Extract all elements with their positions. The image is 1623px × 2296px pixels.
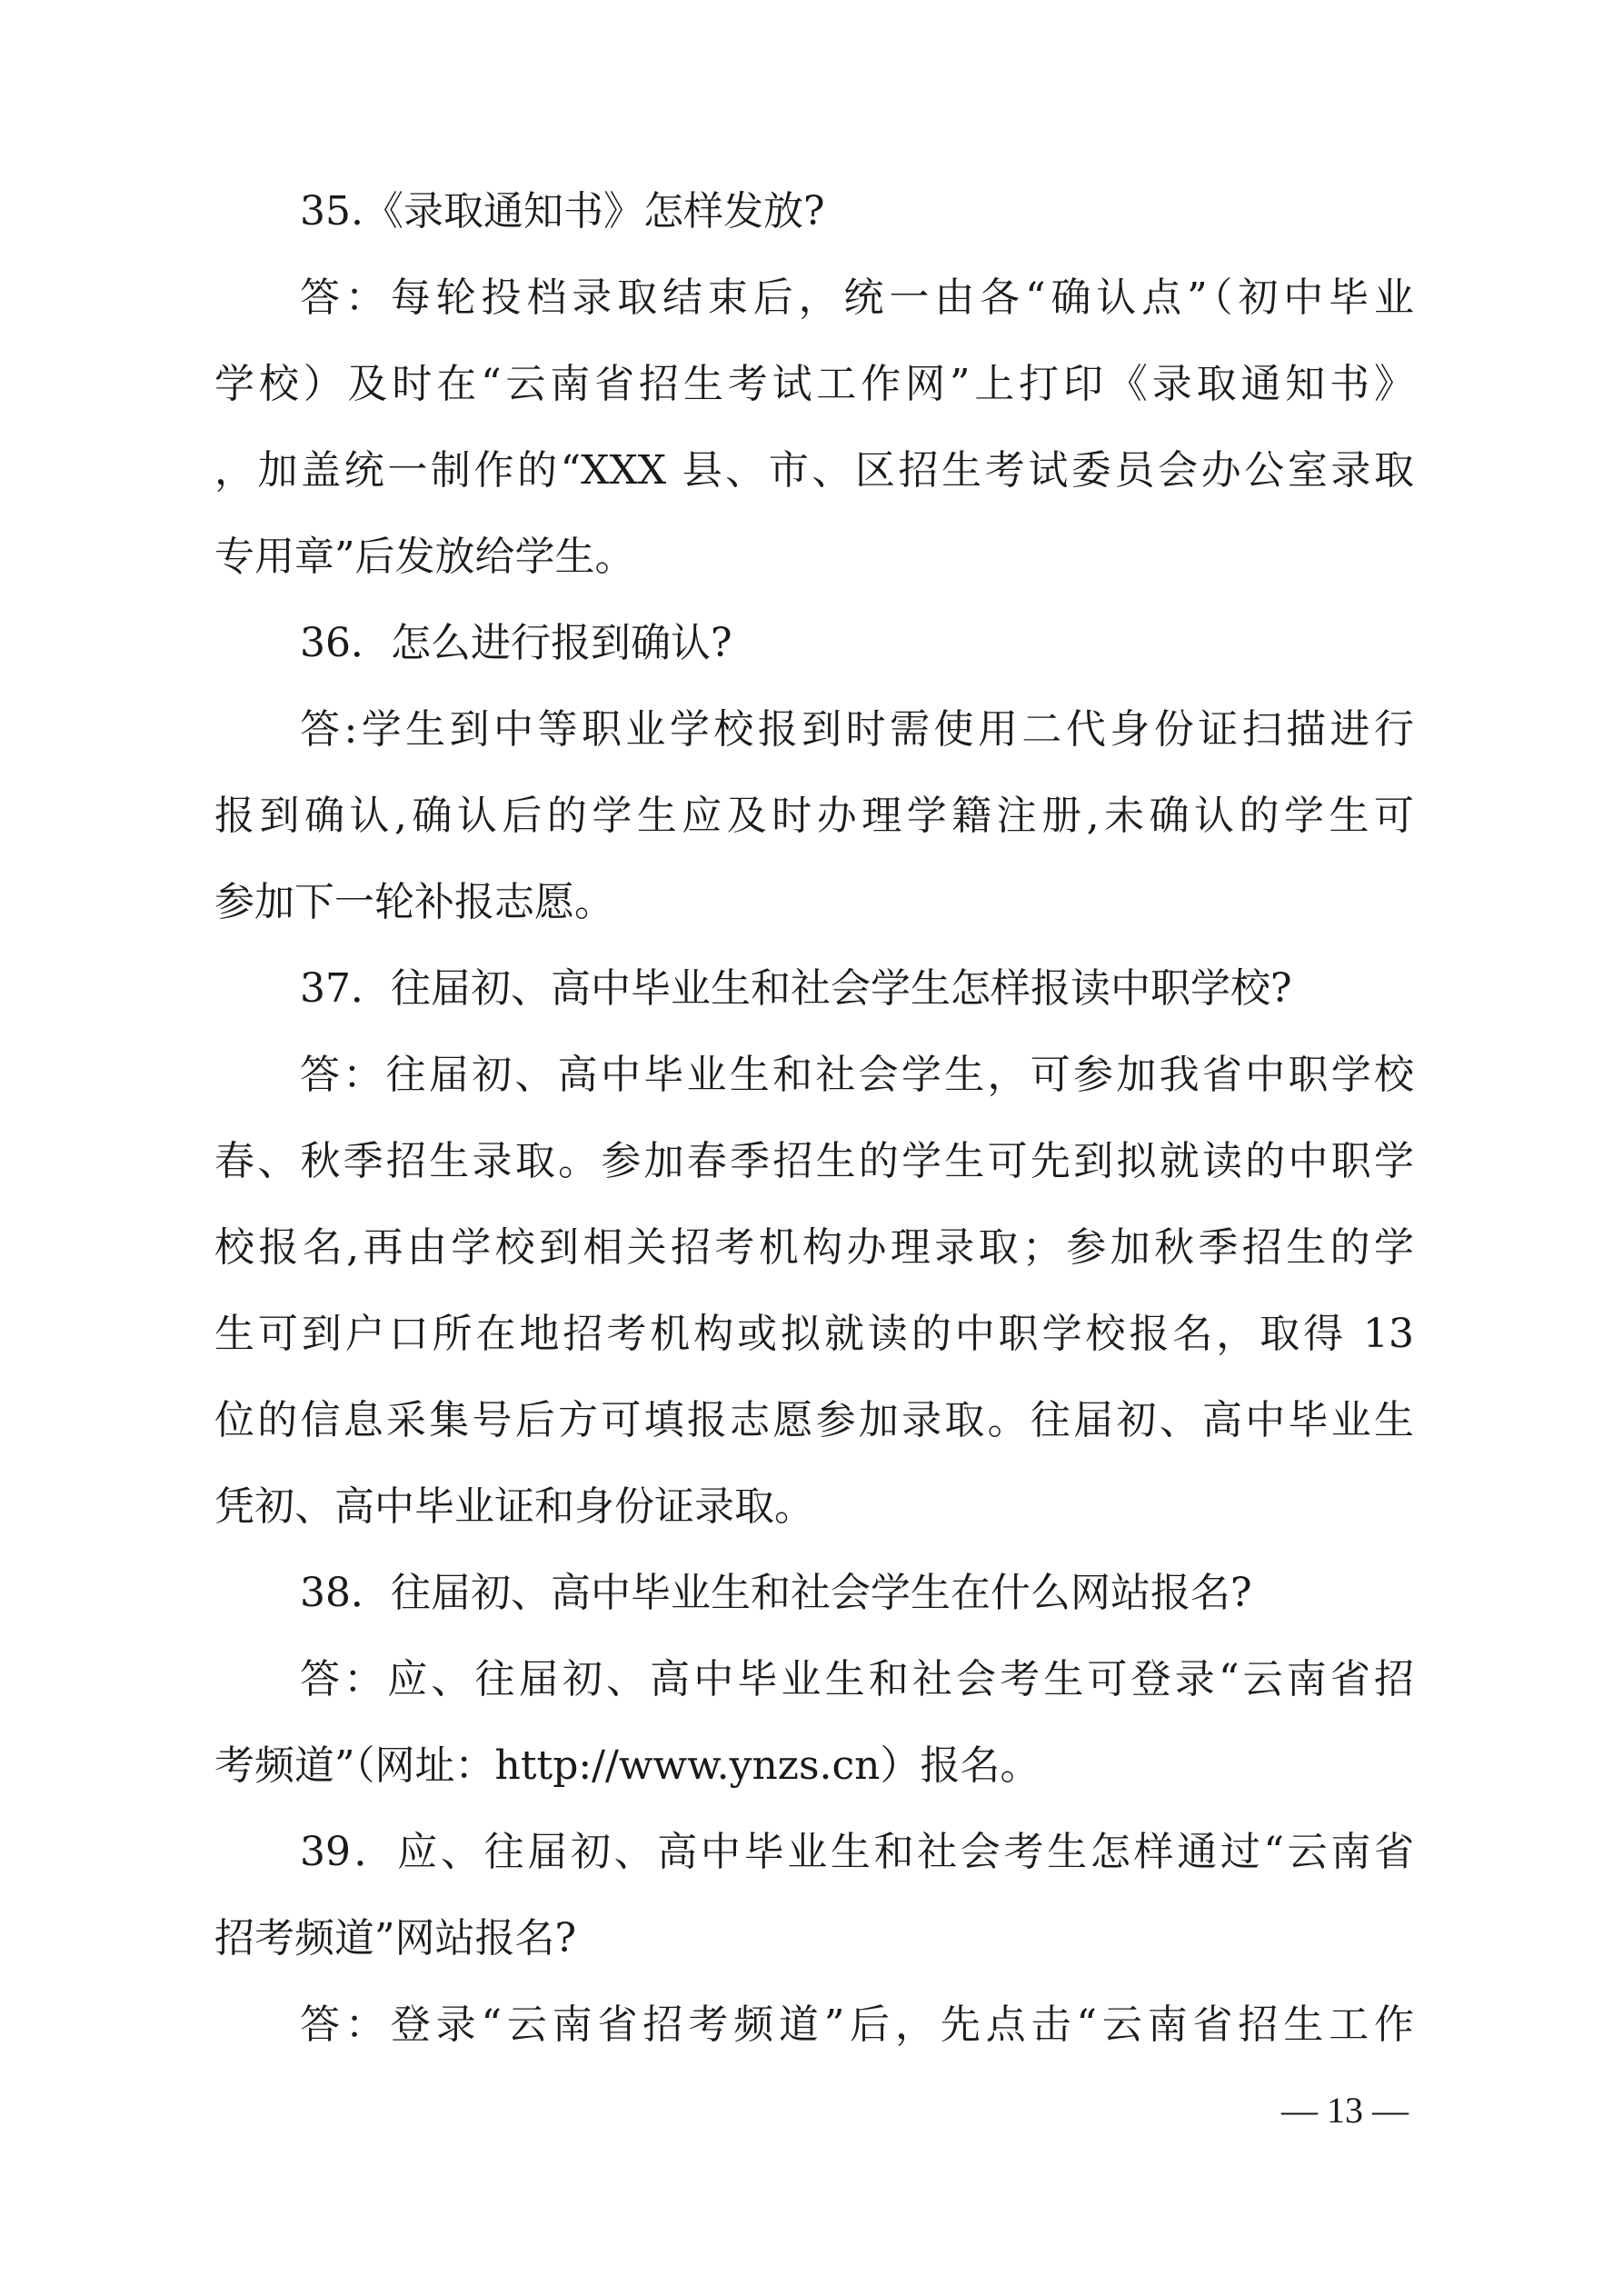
answer-36-line-2: 报到确认,确认后的学生应及时办理学籍注册,未确认的学生可: [214, 793, 1414, 839]
question-35-heading: 35.《录取通知书》怎样发放?: [300, 188, 825, 235]
answer-38-line-1: 答：应、往届初、高中毕业生和社会考生可登录“云南省招: [300, 1656, 1414, 1702]
answer-35-line-4: 专用章”后发放给学生。: [214, 534, 635, 580]
question-37-heading: 37．往届初、高中毕业生和社会学生怎样报读中职学校?: [300, 965, 1292, 1012]
answer-38-line-2: 考频道”（网址：http://www.ynzs.cn）报名。: [214, 1742, 1041, 1789]
question-38-heading: 38．往届初、高中毕业生和社会学生在什么网站报名?: [300, 1570, 1252, 1616]
answer-37-line-3: 校报名,再由学校到相关招考机构办理录取；参加秋季招生的学: [214, 1224, 1414, 1271]
answer-35-line-3: ，加盖统一制作的“XXX 县、市、区招生考试委员会办公室录取: [214, 447, 1414, 494]
answer-35-line-1: 答：每轮投档录取结束后，统一由各“确认点”（初中毕业: [300, 275, 1414, 321]
answer-36-line-3: 参加下一轮补报志愿。: [214, 879, 614, 925]
page-number: — 13 —: [1281, 2090, 1409, 2131]
answer-39-line-1: 答：登录“云南省招考频道”后，先点击“云南省招生工作: [300, 2002, 1414, 2048]
question-39-heading-line-2: 招考频道”网站报名?: [214, 1915, 577, 1962]
answer-37-line-2: 春、秋季招生录取。参加春季招生的学生可先到拟就读的中职学: [214, 1138, 1414, 1184]
answer-37-line-1: 答：往届初、高中毕业生和社会学生，可参加我省中职学校: [300, 1052, 1414, 1098]
answer-37-line-5: 位的信息采集号后方可填报志愿参加录取。往届初、高中毕业生: [214, 1397, 1414, 1443]
answer-35-line-2: 学校）及时在“云南省招生考试工作网”上打印《录取通知书》: [214, 361, 1414, 407]
answer-36-line-1: 答:学生到中等职业学校报到时需使用二代身份证扫描进行: [300, 706, 1414, 753]
answer-37-line-6: 凭初、高中毕业证和身份证录取。: [214, 1483, 814, 1530]
question-39-heading-line-1: 39．应、往届初、高中毕业生和社会考生怎样通过“云南省: [300, 1829, 1414, 1875]
answer-37-line-4: 生可到户口所在地招考机构或拟就读的中职学校报名，取得 13: [214, 1311, 1414, 1357]
question-36-heading: 36．怎么进行报到确认?: [300, 620, 732, 666]
